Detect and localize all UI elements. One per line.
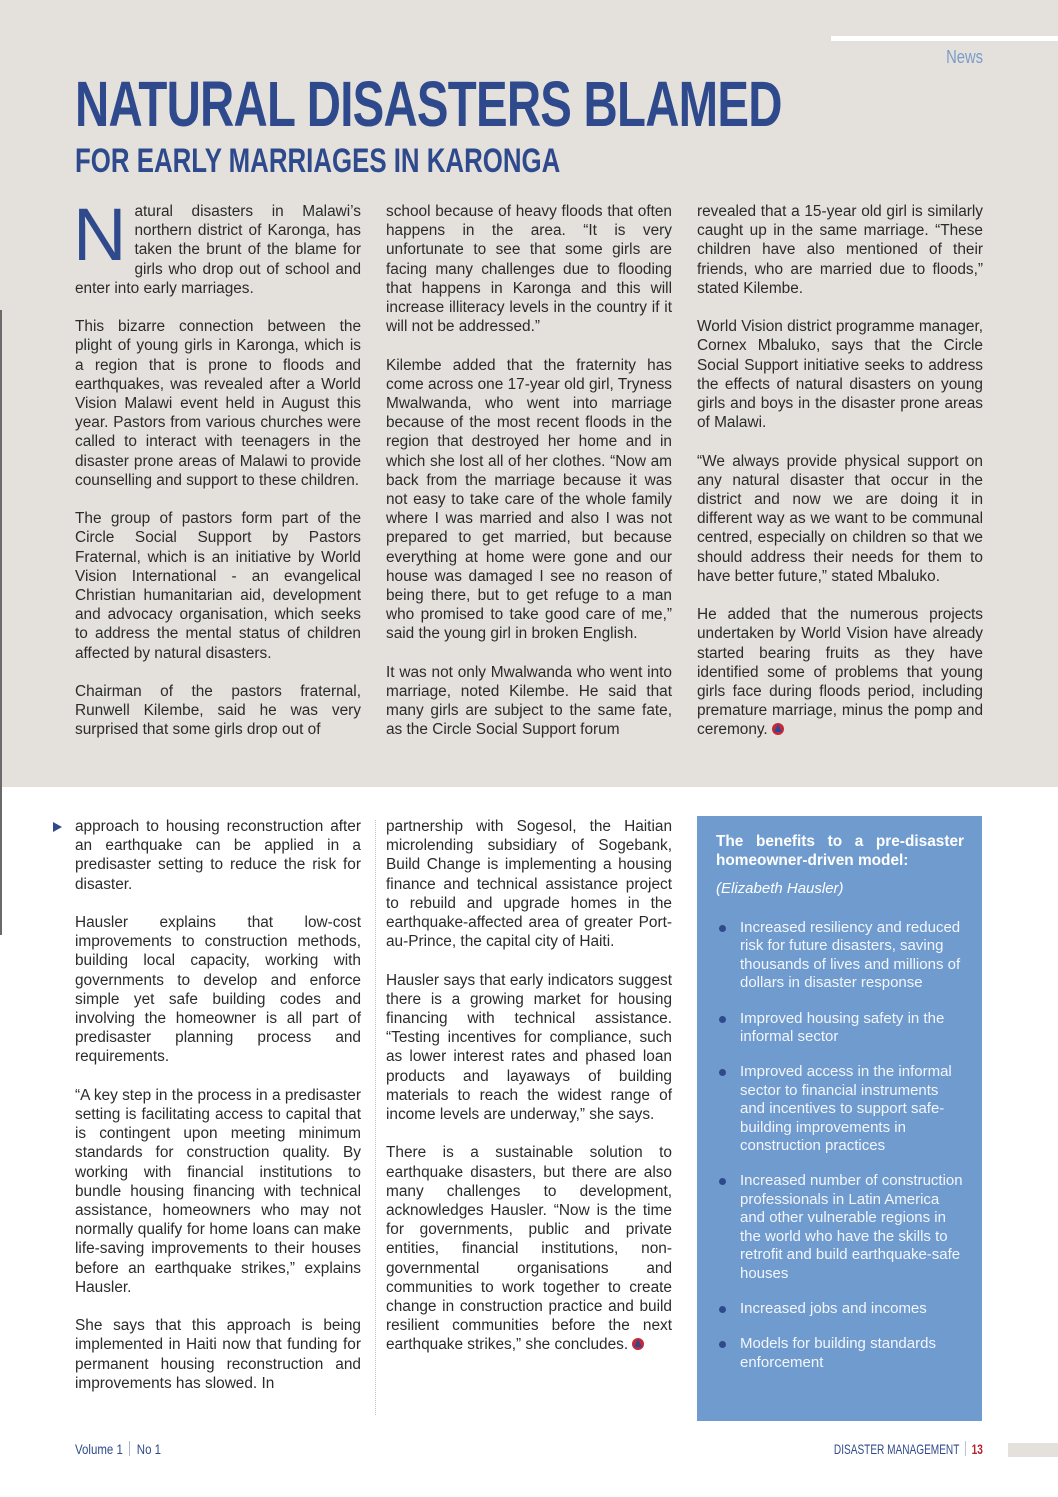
paragraph: Kilembe added that the fraternity has come across one 17-year old girl, Tryness Mwalwanda, who went into marriage because of the most recent floods in the region that destroyed her home and in which she lost all of her clothes. “Now am back from the marriage because it was not easy to take care of the whole family where I was married and also I was not prepared to get married, but because everything at home were gone and our house was damaged I see no reason of being there, but to get refuge to a man who promised to take good care of me,” said the young girl in broken English. xyxy=(386,356,672,643)
paragraph: World Vision district programme manager, Cornex Mbaluko, says that the Circle Social Support initiative seeks to address the effects of natural disasters on young girls and boys in the disaster prone areas of Malawi. xyxy=(697,318,983,432)
footer-publication-info xyxy=(834,1441,983,1457)
publication-name: DISASTER MANAGEMENT xyxy=(834,1441,960,1457)
bullet-icon xyxy=(719,1341,726,1348)
continued-arrow-icon xyxy=(53,822,62,832)
bullet-icon xyxy=(719,1069,726,1076)
paragraph: “A key step in the process in a predisaster setting is facilitating access to capital that is contingent upon meeting minimum standards for construction quality. By working with financial institutions to bundle housing financing with technical assistance, homeowners who may not normally qualify for home loans can make life-saving improvements to their houses before an earthquake strikes,” explains Hausler. xyxy=(75,1086,361,1296)
paragraph: partnership with Sogesol, the Haitian microlending subsidiary of Sogebank, Build Change is implementing a housing finance and technical assistance project to rebuild and upgrade homes in the earthquake-affected area of greater Port-au-Prince, the capital city of Haiti. xyxy=(386,818,672,951)
top-column-2 xyxy=(386,202,672,740)
list-item: Improved access in the informal sector to financial instruments and incentives to support safe-building improvements in construction practices xyxy=(716,1063,964,1155)
paragraph: She says that this approach is being implemented in Haiti now that funding for permanent housing reconstruction and improvements has slowed. In xyxy=(75,1317,361,1392)
bullet-icon xyxy=(719,1016,726,1023)
paragraph: Hausler explains that low-cost improvements to construction methods, building local capacity, working with governments to develop and enforce simple yet safe building codes and involving the homeowner is all part of predisaster planning process and requirements. xyxy=(75,914,361,1066)
sidebar-attribution: (Elizabeth Hausler) xyxy=(716,880,844,897)
list-item: Increased resiliency and reduced risk for future disasters, saving thousands of lives and millions of dollars in disaster response xyxy=(716,919,964,993)
bullet-icon xyxy=(719,1306,726,1313)
paragraph: school because of heavy floods that often happens in the area. “It is very unfortunate to see that some girls are facing many challenges due to flooding that happens in Karonga and this will increase illiteracy levels in the country if it will not be addressed.” xyxy=(386,203,672,336)
list-item: Increased jobs and incomes xyxy=(716,1300,964,1318)
list-item: Improved housing safety in the informal sector xyxy=(716,1010,964,1047)
volume-label: Volume 1 xyxy=(75,1441,123,1457)
section-label: News xyxy=(946,47,983,67)
paragraph: There is a sustainable solution to earthquake disasters, but there are also many challenges to development, acknowledges Hausler. “Now is the time for governments, public and private entities, financial institutions, non-governmental organisations and communities to work together to create change in construction practice and build resilient communities before the next earthquake strikes,” she concludes. xyxy=(386,1144,672,1354)
paragraph: It was not only Mwalwanda who went into marriage, noted Kilembe. He said that many girls are subject to the same fate, as the Circle Social Support forum xyxy=(386,663,672,739)
list-item: Models for building standards enforcement xyxy=(716,1335,964,1372)
issue-label: No 1 xyxy=(136,1441,162,1457)
end-of-article-logo-icon xyxy=(772,723,784,735)
paragraph: Chairman of the pastors fraternal, Runwell Kilembe, said he was very surprised that some girls drop out of xyxy=(75,683,361,739)
paragraph: “We always provide physical support on any natural disaster that occur in the district and now we are doing it in different way as we want to be communal centred, especially on children so that we should address their needs for them to have better future,” stated Mbaluko. xyxy=(697,452,983,585)
list-item: Increased number of construction professionals in Latin America and other vulnerable regions in the world who have the skills to retrofit and build earthquake-safe houses xyxy=(716,1172,964,1282)
headline: NATURAL DISASTERS BLAMED xyxy=(75,68,782,140)
paragraph: revealed that a 15-year old girl is similarly caught up in the same marriage. “These children have also mentioned of their friends, who are married due to floods,” stated Kilembe. xyxy=(697,203,983,297)
top-column-3 xyxy=(697,202,983,740)
page-edge-line xyxy=(0,310,2,935)
top-column-1 xyxy=(73,193,361,740)
paragraph: He added that the numerous projects undertaken by World Vision have already started bearing fruits as they have identified some of problems that young girls face during floods period, including premature marriage, minus the pomp and ceremony. xyxy=(697,606,983,739)
paragraph: The group of pastors form part of the Circle Social Support by Pastors Fraternal, which is an initiative by World Vision International - an evangelical Christian humanitarian aid, development and advocacy organisation, which seeks to address the mental status of children affected by natural disasters. xyxy=(75,510,361,662)
footer-volume-info xyxy=(75,1441,161,1457)
bullet-icon xyxy=(719,925,726,932)
footer-tab xyxy=(1008,1443,1058,1457)
footer-separator xyxy=(129,1441,130,1456)
sidebar-title: The benefits to a pre-disaster homeowner-driven model: xyxy=(716,833,964,869)
bottom-column-1 xyxy=(75,817,361,1393)
paragraph: Natural disasters in Malawi’s northern district of Karonga, has taken the brunt of the blame for girls who drop out of school and enter into early marriages. xyxy=(73,193,361,297)
dropcap: N xyxy=(73,193,127,276)
page-number: 13 xyxy=(971,1441,983,1457)
end-of-article-logo-icon xyxy=(632,1338,644,1350)
bottom-column-2 xyxy=(386,817,672,1355)
column-divider xyxy=(375,820,376,1415)
top-rule xyxy=(831,36,1058,41)
bullet-icon xyxy=(719,1178,726,1185)
subheadline: FOR EARLY MARRIAGES IN KARONGA xyxy=(75,142,561,180)
footer-separator xyxy=(965,1441,966,1456)
paragraph: approach to housing reconstruction after an earthquake can be applied in a predisaster setting to reduce the risk for disaster. xyxy=(75,818,361,893)
benefits-sidebar xyxy=(697,816,982,1421)
paragraph: This bizarre connection between the plight of young girls in Karonga, which is a region that is prone to floods and earthquakes, was revealed after a World Vision Malawi event held in August this year. Pastors from various churches were called to interact with teenagers in the disaster prone areas of Malawi to provide counselling and support to these children. xyxy=(75,318,361,489)
benefits-list xyxy=(716,919,964,1372)
paragraph: Hausler says that early indicators suggest there is a growing market for housing financing with technical assistance. “Testing incentives for compliance, such as lower interest rates and phased loan products and layaways of building materials to reach the widest range of income levels are underway,” she says. xyxy=(386,971,672,1124)
